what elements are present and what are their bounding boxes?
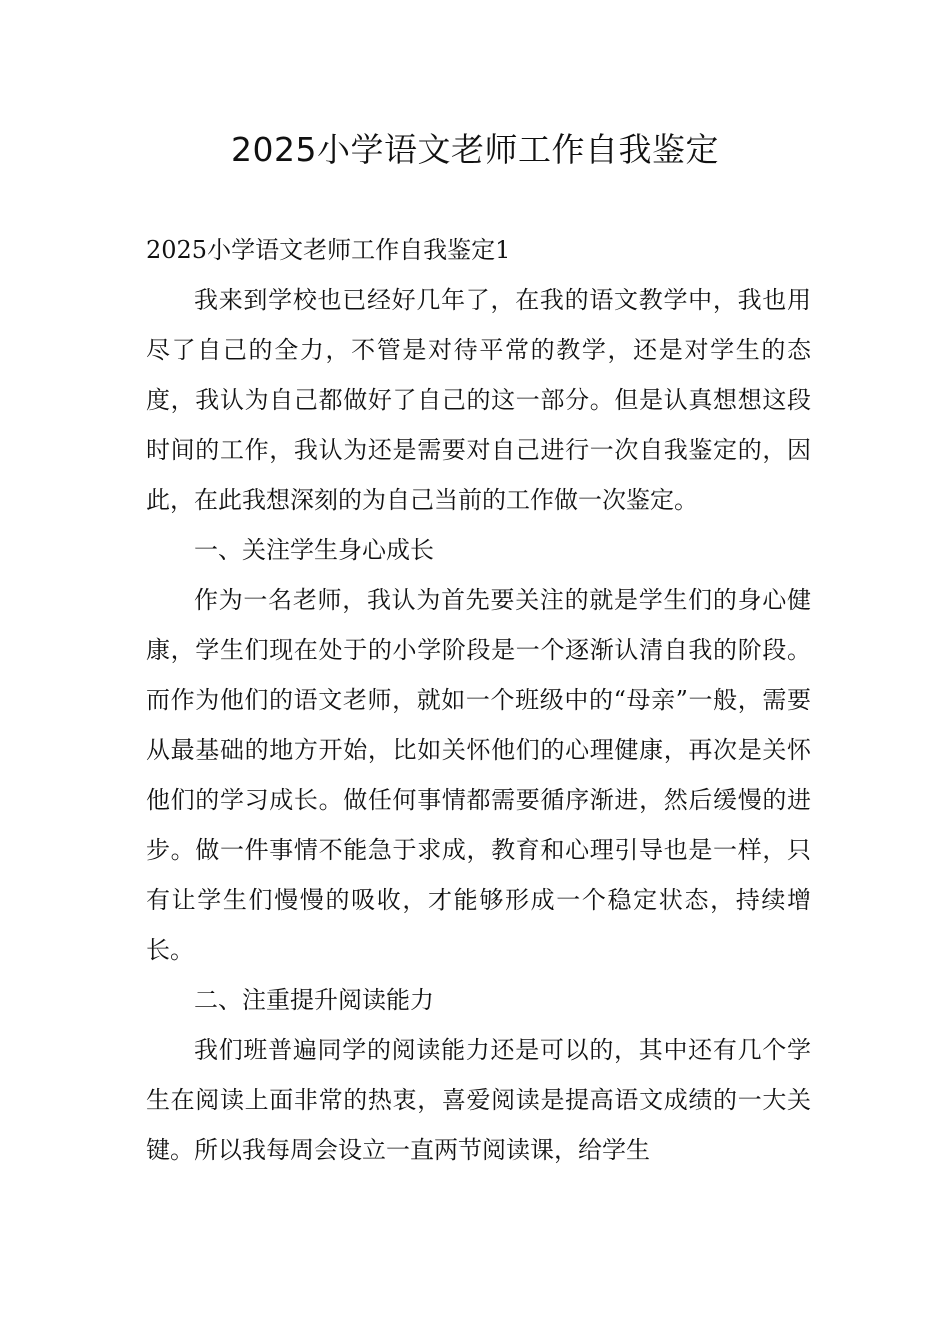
paragraph-intro: 我来到学校也已经好几年了，在我的语文教学中，我也用尽了自己的全力，不管是对待平常的教学，还是对学生的态度，我认为自己都做好了自己的这一部分。但是认真想想这段时间的工作，我认为还是需要对自己进行一次自我鉴定的，因此，在此我想深刻的为自己当前的工作做一次鉴定。 bbox=[146, 286, 811, 514]
paragraph-section-1: 作为一名老师，我认为首先要关注的就是学生们的身心健康，学生们现在处于的小学阶段是一个逐渐认清自我的阶段。而作为他们的语文老师，就如一个班级中的“母亲”一般，需要从最基础的地方开始，比如关怀他们的心理健康，再次是关怀他们的学习成长。做任何事情都需要循序渐进，然后缓慢的进步。做一件事情不能急于求成，教育和心理引导也是一样，只有让学生们慢慢的吸收，才能够形成一个稳定状态，持续增长。 bbox=[146, 586, 811, 964]
document-body bbox=[146, 275, 811, 1175]
paragraph-section-2: 我们班普遍同学的阅读能力还是可以的，其中还有几个学生在阅读上面非常的热衷，喜爱阅读是提高语文成绩的一大关键。所以我每周会设立一直两节阅读课，给学生 bbox=[146, 1036, 811, 1164]
section-subtitle: 2025小学语文老师工作自我鉴定1 bbox=[146, 236, 511, 264]
document-title: 2025小学语文老师工作自我鉴定 bbox=[231, 130, 719, 169]
section-heading-1: 一、关注学生身心成长 bbox=[194, 536, 434, 564]
section-heading-2: 二、注重提升阅读能力 bbox=[194, 986, 434, 1014]
